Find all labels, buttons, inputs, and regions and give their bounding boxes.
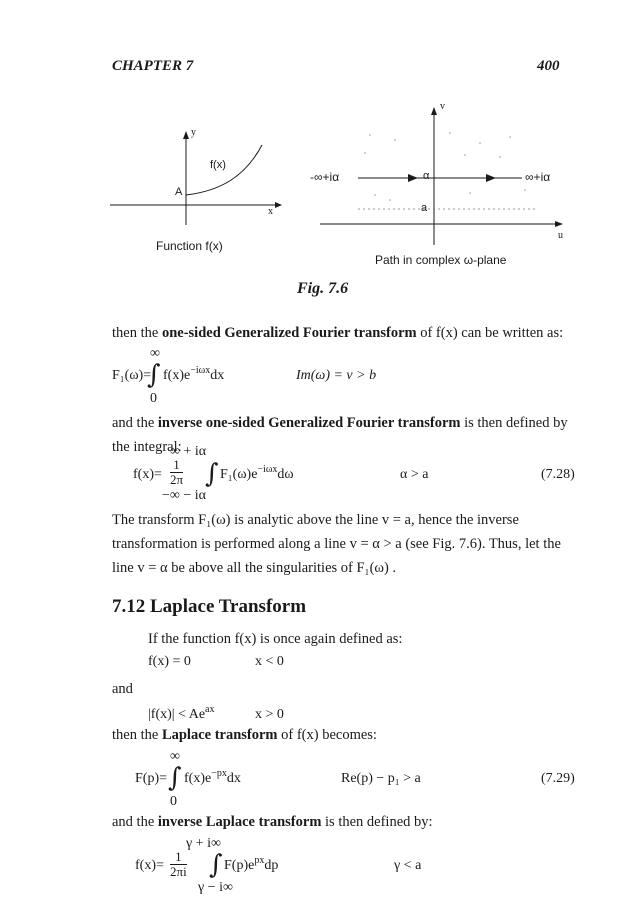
paragraph-laplace [112, 723, 377, 747]
eq2-condition: α > a [400, 467, 429, 482]
eq2-differential: dω [277, 467, 294, 482]
right-figure-caption: Path in complex ω-plane [375, 253, 507, 267]
text-span: of f(x) becomes: [277, 727, 377, 743]
eq-number-7-29: (7.29) [541, 771, 575, 786]
a-label: a [421, 202, 428, 214]
eq1-differential: dx [210, 368, 225, 383]
eq5-differential: dx [226, 771, 241, 786]
and-word: and [112, 681, 133, 697]
eq3-lhs: f(x) = 0 [148, 654, 191, 669]
paragraph-intro [112, 321, 582, 345]
eq6-integrand: F(p)e [224, 858, 255, 873]
eq5-lhs: F(p)= [135, 771, 168, 786]
eq1-lower-limit: 0 [150, 391, 157, 406]
eq6-body [224, 855, 279, 874]
eq-number-7-28: (7.28) [541, 467, 575, 482]
eq1-upper-limit: ∞ [150, 346, 160, 361]
y-axis-arrow-icon [183, 131, 189, 139]
eq2-numerator: 1 [170, 458, 183, 473]
figure-label: Fig. 7.6 [297, 280, 349, 297]
eq6-lower-limit: γ − i∞ [198, 880, 233, 895]
text-span: and the [112, 415, 158, 431]
eq4-exponent: ax [205, 704, 215, 715]
page-number: 400 [537, 58, 560, 74]
path-right-end-label: ∞+iα [525, 170, 551, 184]
eq2-body [220, 464, 294, 483]
eq5-lower-limit: 0 [170, 794, 177, 809]
text-span: and the [112, 814, 158, 830]
curve-label: f(x) [210, 159, 226, 171]
x-axis-label: x [268, 206, 273, 217]
eq1-body [163, 365, 225, 384]
eq2-exponent: −iωx [257, 464, 278, 475]
paragraph-inverse-laplace [112, 810, 433, 834]
eq5-body [184, 768, 241, 787]
text-span: of f(x) can be written as: [416, 325, 564, 341]
singularity-dots [364, 132, 526, 201]
point-a-label: A [175, 186, 183, 198]
u-axis-label: u [558, 230, 563, 241]
paragraph-analytic: The transform F₁(ω) is analytic above the line v = a, hence the inverse transformation is performed along a line v = α > a (see Fig. 7.6). Thus, let the line v = α be above all the singularities of F₁(ω) . [112, 512, 561, 576]
eq5-upper-limit: ∞ [170, 749, 180, 764]
eq6-lhs: f(x)= [135, 858, 164, 873]
eq2-lower-limit: −∞ − iα [162, 488, 206, 503]
section-heading: 7.12 Laplace Transform [112, 596, 307, 617]
eq2-upper-limit: ∞ + iα [170, 444, 207, 459]
eq4-condition: x > 0 [255, 707, 284, 722]
v-axis-label: v [440, 101, 445, 112]
u-axis-arrow-icon [555, 221, 563, 227]
text-span: then the [112, 325, 162, 341]
path-arrow-right-icon [486, 174, 496, 182]
eq1-condition: Im(ω) = v > b [296, 368, 377, 383]
path-arrow-left-icon [408, 174, 418, 182]
eq6-upper-limit: γ + i∞ [186, 836, 221, 851]
integral-sign: ∫ [205, 459, 219, 489]
term-laplace: Laplace transform [161, 727, 278, 743]
eq6-differential: dp [264, 858, 279, 873]
x-axis-arrow-icon [275, 202, 282, 208]
term-inverse-fourier: inverse one-sided Generalized Fourier transform [157, 415, 461, 431]
eq6-denominator: 2πi [170, 864, 187, 879]
text-span: then the [112, 727, 162, 743]
eq6-exponent: px [254, 855, 265, 866]
eq6-condition: γ < a [394, 858, 422, 873]
eq6-fraction [170, 850, 187, 879]
term-inverse-laplace: inverse Laplace transform [157, 814, 322, 830]
integral-sign: ∫ [168, 763, 182, 793]
v-axis-arrow-icon [431, 107, 437, 115]
paragraph-defined: If the function f(x) is once again defined as: [148, 631, 403, 647]
alpha-label: α [423, 170, 430, 182]
eq5-exponent: −px [211, 768, 227, 779]
path-left-end-label: -∞+iα [310, 170, 340, 184]
eq5-integrand: f(x)e [184, 771, 212, 786]
eq2-denominator: 2π [170, 472, 184, 487]
integral-sign: ∫ [209, 850, 223, 880]
function-plot [100, 125, 300, 235]
left-figure-caption: Function f(x) [156, 239, 223, 253]
y-axis-label: y [191, 127, 196, 138]
eq2-lhs: f(x)= [133, 467, 162, 482]
eq2-integrand: F₁(ω)e [220, 467, 258, 482]
eq4-text: |f(x)| < Ae [148, 707, 206, 722]
eq5-condition: Re(p) − p₁ > a [341, 771, 421, 786]
eq6-numerator: 1 [170, 850, 187, 865]
chapter-header: CHAPTER 7 [112, 58, 194, 74]
eq1-exponent: −iωx [190, 365, 211, 376]
term-fourier: one-sided Generalized Fourier transform [161, 325, 417, 341]
eq1-integrand: f(x)e [163, 368, 191, 383]
text-span: is then defined by: [321, 814, 433, 830]
eq4-lhs [148, 704, 215, 723]
text-span: is then defined by the integral: [112, 415, 568, 455]
integral-sign: ∫ [147, 360, 161, 390]
eq1-lhs: F₁(ω)= [112, 368, 152, 383]
eq2-fraction [170, 458, 183, 487]
eq3-condition: x < 0 [255, 654, 284, 669]
